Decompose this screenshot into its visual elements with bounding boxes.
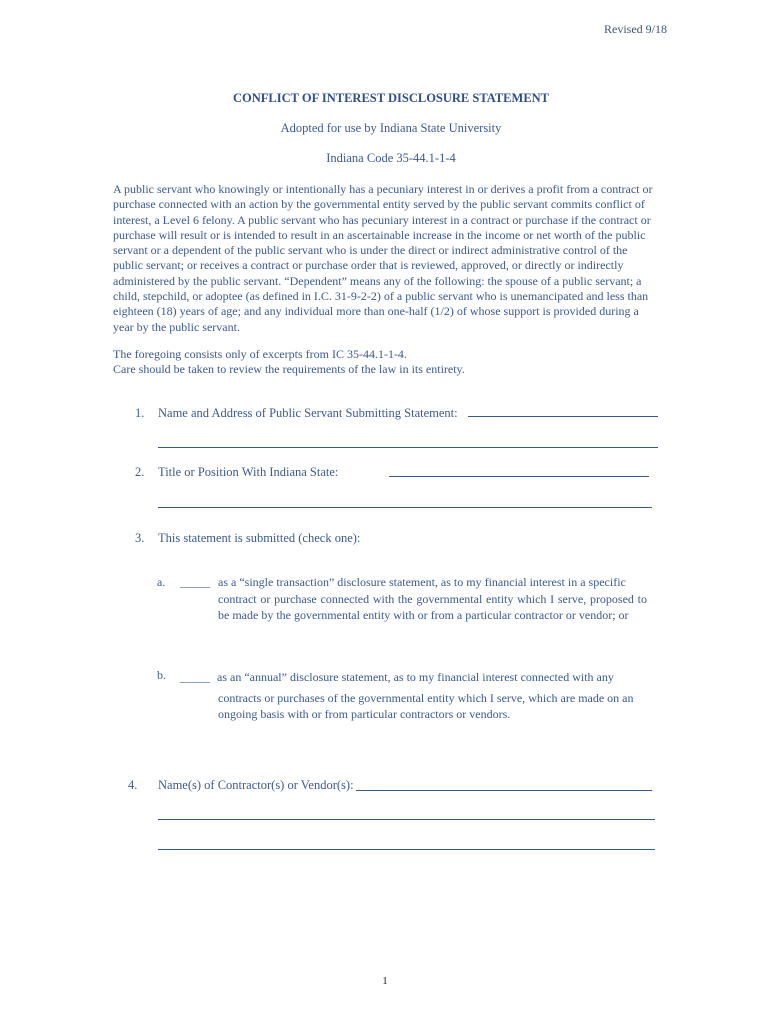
option-a-letter: a. [157, 575, 166, 589]
option-b-letter: b. [157, 668, 166, 682]
option-b-text-rest: contracts or purchases of the governmental entity which I serve, which are made on an ongoing basis with or from particular contractors or vendors. [218, 691, 634, 721]
item-1-number: 1. [135, 406, 145, 420]
law-note-line-2: Care should be taken to review the requirements of the law in its entirety. [113, 362, 465, 376]
law-note [113, 347, 658, 377]
intro-paragraph: A public servant who knowingly or intentionally has a pecuniary interest in or derives a profit from a contract or purchase connected with an action by the governmental entity served by the public servant commits conflict of interest, a Level 6 felony. A public servant who has pecuniary interest in a contract or purchase if the contract or purchase will result or is intended to result in an ascertainable increase in the income or net worth of the public servant or a dependent of the public servant who is under the direct or indirect administrative control of the public servant; or receives a contract or purchase order that is reviewed, approved, or directly or indirectly administered by the public servant. “Dependent” means any of the following: the spouse of a public servant; a child, stepchild, or adoptee (as defined in I.C. 31-9-2-2) of a public servant who is unemancipated and less than eighteen (18) years of age; and any individual more than one-half (1/2) of whose support is provided during a year by the public servant. [113, 182, 653, 334]
item-2-label: Title or Position With Indiana State: [158, 465, 339, 479]
item-4-number: 4. [128, 778, 138, 792]
name-address-field-line-2[interactable] [158, 447, 658, 448]
contractor-vendor-field-line-3[interactable] [158, 849, 655, 850]
name-address-field[interactable] [468, 416, 658, 417]
page-number: 1 [382, 975, 388, 987]
document-title: CONFLICT OF INTEREST DISCLOSURE STATEMENT [232, 91, 550, 105]
option-b-checkbox[interactable]: _____ [180, 670, 210, 684]
revision-date: Revised 9/18 [604, 22, 667, 36]
item-3-number: 3. [135, 531, 145, 545]
item-2-number: 2. [135, 465, 145, 479]
title-position-field-line-2[interactable] [158, 507, 652, 508]
contractor-vendor-field[interactable] [356, 790, 652, 791]
option-a-text-rest: contract or purchase connected with the governmental entity which I serve, proposed to be made by the governmental entity with or from a particular contractor or vendor; or [218, 592, 647, 622]
option-a-text-line-1: as a “single transaction” disclosure statement, as to my financial interest in a specific [218, 575, 626, 589]
item-4-label: Name(s) of Contractor(s) or Vendor(s): [158, 778, 354, 792]
statute-reference: Indiana Code 35-44.1-1-4 [326, 151, 456, 165]
contractor-vendor-field-line-2[interactable] [158, 819, 655, 820]
law-note-line-1: The foregoing consists only of excerpts from IC 35-44.1-1-4. [113, 347, 407, 361]
option-b-text-line-1: as an “annual” disclosure statement, as to my financial interest connected with any [217, 670, 614, 684]
title-position-field[interactable] [389, 476, 649, 477]
option-a-checkbox[interactable]: _____ [180, 575, 210, 589]
item-3-label: This statement is submitted (check one): [158, 531, 361, 545]
document-subtitle: Adopted for use by Indiana State University [280, 121, 502, 135]
item-1-label: Name and Address of Public Servant Submitting Statement: [158, 406, 458, 420]
